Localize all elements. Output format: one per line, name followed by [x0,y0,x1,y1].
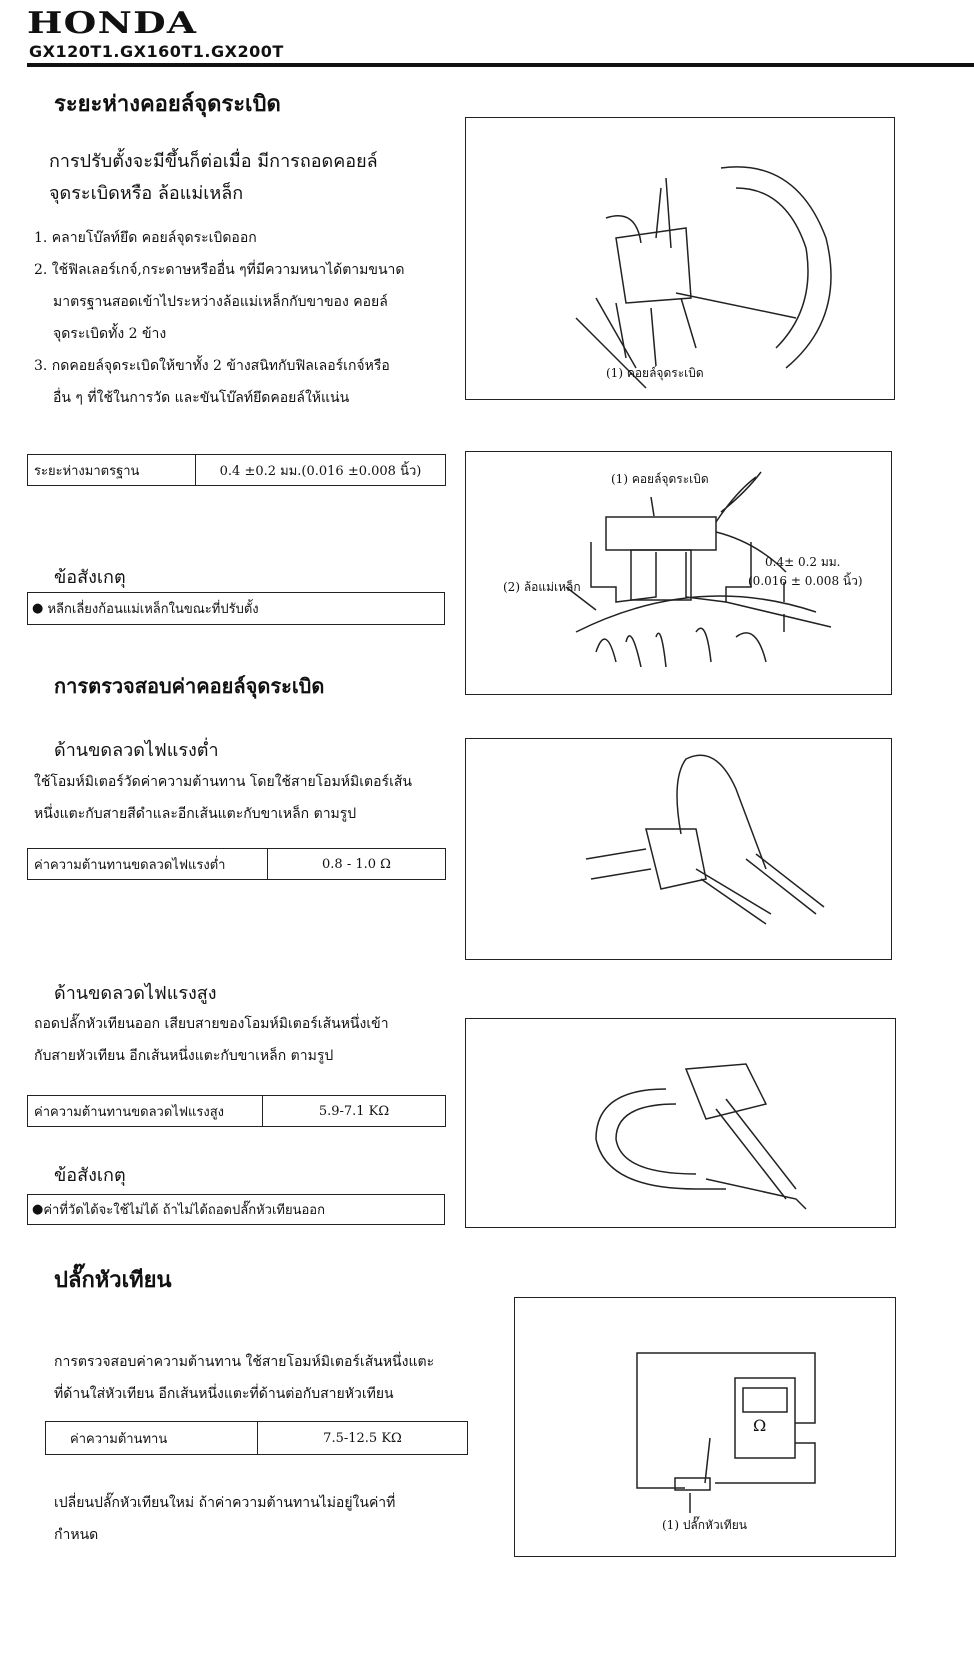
section-title-plug: ปลั๊กหัวเทียน [54,1267,172,1293]
text-line: ถอดปลั๊กหัวเทียนออก เสียบสายของโอมห์มิเตอร์เส้นหนึ่งเข้า [34,1016,389,1032]
ohmmeter-probes-illustration [466,739,891,959]
note-title: ข้อสังเกตุ [54,567,126,588]
text-line: การตรวจสอบค่าความต้านทาน ใช้สายโอมห์มิเตอร์เส้นหนึ่งแตะ [54,1354,435,1370]
spec-value: 5.9-7.1 KΩ [318,1103,390,1119]
high-voltage-title: ด้านขดลวดไฟแรงสูง [54,983,217,1004]
label-flywheel: (2) ล้อแม่เหล็ก [503,580,581,594]
spec-value: 0.4 ±0.2 มม.(0.016 ±0.008 นิ้ว) [219,463,422,479]
text-line: เปลี่ยนปลั๊กหัวเทียนใหม่ ถ้าค่าความต้านทานไม่อยู่ในค่าที่ [54,1495,396,1511]
bullet-icon: ● [32,1202,44,1217]
spec-label: ค่าความต้านทานขดลวดไฟแรงต่ำ [28,849,268,879]
subtitle-line2: จุดระเบิดหรือ ล้อแม่เหล็ก [49,183,244,204]
spec-label: ค่าความต้านทาน [46,1422,258,1454]
plug-footer [54,1487,395,1551]
text-line: ที่ด้านใส่หัวเทียน อีกเส้นหนึ่งแตะที่ด้านต่อกับสายหัวเทียน [54,1386,394,1402]
section-title-coil-gap: ระยะห่างคอยล์จุดระเบิด [54,91,281,117]
note-box [27,1194,445,1225]
note-text: หลีกเลี่ยงก้อนแม่เหล็กในขณะที่ปรับตั้ง [47,602,259,617]
label-gap-mm: 0.4± 0.2 มม. [765,555,841,569]
figure-low-voltage-test [465,738,892,960]
low-voltage-text [34,766,412,830]
spec-table-low [27,848,446,880]
figure-plug-test [514,1297,896,1557]
coil-illustration [466,118,894,399]
text-line: ใช้โอมห์มิเตอร์วัดค่าความต้านทาน โดยใช้สายโอมห์มิเตอร์เส้น [34,774,412,790]
label-ignition-coil: (1) คอยล์จุดระเบิด [611,472,709,486]
note-box [27,592,445,625]
note-title: ข้อสังเกตุ [54,1165,126,1186]
figure-coil-removal [465,117,895,400]
label-gap-inch: (0.016 ± 0.008 นิ้ว) [748,574,863,588]
spec-table-plug [45,1421,468,1455]
spec-table-high [27,1095,446,1127]
text-line: กำหนด [54,1527,99,1543]
step-1: 1. คลายโบ๊ลท์ยึด คอยล์จุดระเบิดออก [34,230,257,246]
spec-table-gap [27,454,446,486]
step-3: 3. กดคอยล์จุดระเบิดให้ขาทั้ง 2 ข้างสนิทกับฟิลเลอร์เกจ์หรือ [34,358,390,374]
step-3-cont: อื่น ๆ ที่ใช้ในการวัด และขันโบ๊ลท์ยึดคอยล์ให้แน่น [53,390,350,406]
figure-high-voltage-test [465,1018,896,1228]
figure-air-gap [465,451,892,695]
spec-value: 7.5-12.5 KΩ [323,1430,402,1446]
ohm-symbol: Ω [753,1416,767,1435]
honda-logo: HONDA [27,6,198,41]
note-text: ค่าที่วัดได้จะใช้ไม่ได้ ถ้าไม่ได้ถอดปลั๊กหัวเทียนออก [43,1203,325,1218]
model-numbers: GX120T1.GX160T1.GX200T [29,42,284,61]
figure-caption: (1) คอยล์จุดระเบิด [606,366,704,380]
text-line: หนึ่งแตะกับสายสีดำและอีกเส้นแตะกับขาเหล็ก ตามรูป [34,806,357,822]
low-voltage-title: ด้านขดลวดไฟแรงต่ำ [54,740,219,761]
spec-label: ค่าความต้านทานขดลวดไฟแรงสูง [28,1096,263,1126]
step-2: 2. ใช้ฟิลเลอร์เกจ์,กระดาษหรืออื่น ๆที่มีความหนาได้ตามขนาด [34,262,405,278]
spec-value: 0.8 - 1.0 Ω [322,856,391,872]
ohmmeter-probes-illustration [466,1019,895,1227]
spec-label: ระยะห่างมาตรฐาน [28,455,196,485]
high-voltage-text [34,1008,389,1072]
figure-caption: (1) ปลั๊กหัวเทียน [662,1518,747,1532]
section-title-coil-check: การตรวจสอบค่าคอยล์จุดระเบิด [54,674,325,698]
step-2-cont: มาตรฐานสอดเข้าไประหว่างล้อแม่เหล็กกับขาของ คอยล์ [53,294,388,310]
bullet-icon: ● [32,601,48,616]
steps-list [34,222,454,414]
subtitle-line1: การปรับตั้งจะมีขึ้นก็ต่อเมื่อ มีการถอดคอยล์ [49,151,378,172]
text-line: กับสายหัวเทียน อีกเส้นหนึ่งแตะกับขาเหล็ก ตามรูป [34,1048,334,1064]
header-rule [27,63,974,67]
plug-text [54,1346,434,1410]
step-2-cont2: จุดระเบิดทั้ง 2 ข้าง [53,326,167,342]
